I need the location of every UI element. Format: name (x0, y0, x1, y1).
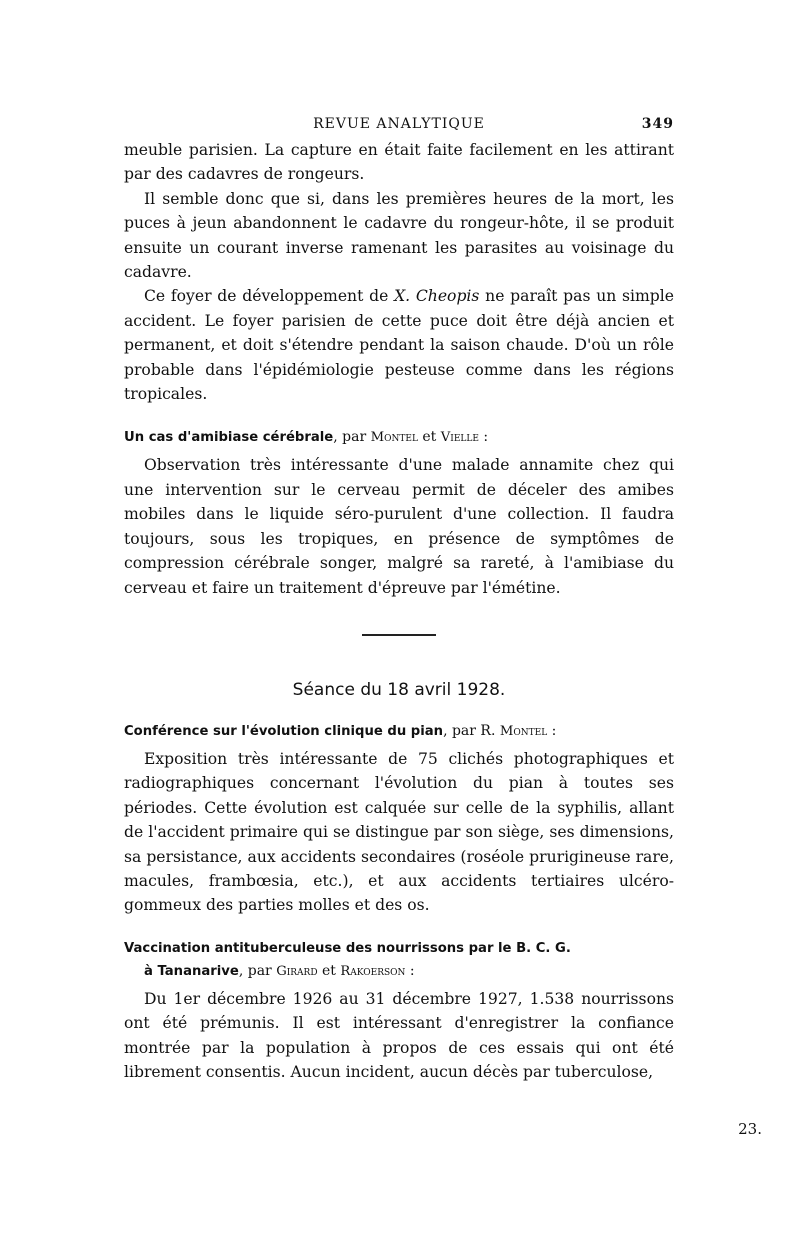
paragraph-continuation: meuble parisien. La capture en était faite facilement en les attirant par des cadavres de rongeurs. (124, 141, 674, 184)
section-heading-bcg (124, 938, 674, 983)
section-and-amibiase: et (417, 429, 441, 446)
paragraph-bcg: Du 1er décembre 1926 au 31 décembre 1927, 1.538 nourrissons ont été prémunis. Il est intéressant d'enregistrer la confiance montrée par la population à propos de ces essais qui ont été librement consentis. Aucun incident, aucun décès par tuberculose, (124, 989, 674, 1081)
paragraph-pian: Exposition très intéressante de 75 clichés photographiques et radiographiques concernant l'évolution du pian à toutes ses périodes. Cette évolution est calquée sur celle de la syphilis, allant de l'accident primaire qui se distingue par son siège, ses dimensions, sa persistance, aux accidents secondaires (roséole prurigineuse rare, macules, frambœsia, etc.), et aux accidents tertiaires ulcéro-gommeux des parties molles et des os. (124, 749, 674, 915)
section-title-bcg-line2: à Tananarive (144, 963, 239, 979)
author-rakoerson: Rakoerson (340, 963, 406, 979)
species-name: X. Cheopis (394, 287, 480, 306)
running-title: REVUE ANALYTIQUE (313, 116, 485, 132)
author-montel: Montel (370, 430, 418, 446)
section-colon-pian: : (547, 722, 557, 739)
author-montel-pian: Montel (499, 723, 548, 739)
paragraph-foyer-text-1: Ce foyer de développement de (144, 287, 395, 306)
section-by-pian: , par R. (443, 722, 500, 739)
section-heading-amibiase (124, 426, 674, 449)
paragraph-fleas: Il semble donc que si, dans les premières heures de la mort, les puces à jeun abandonnent le cadavre du rongeur-hôte, il se produit ensuite un courant inverse ramenant les parasites au voisinage du cadavre. (124, 189, 674, 282)
section-title-bcg-line2-wrap (124, 960, 674, 983)
running-head (124, 112, 674, 138)
section-title-pian: Conférence sur l'évolution clinique du pian (124, 723, 444, 739)
paragraph-foyer (124, 284, 674, 406)
paragraph-foyer-text-2: ne paraît pas un simple accident. Le foyer parisien de cette puce doit être déjà ancien et permanent, et doit s'étendre pendant la saison chaude. D'où un rôle probable dans l'épidémiologie pesteuse comme dans les régions tropicales. (124, 287, 674, 404)
section-by-amibiase: , par (333, 429, 371, 446)
section-title-amibiase: Un cas d'amibiase cérébrale (124, 430, 334, 446)
section-heading-pian (124, 720, 674, 743)
seance-heading: Séance du 18 avril 1928. (292, 679, 506, 700)
section-colon-bcg: : (405, 962, 415, 979)
section-by-bcg: , par (238, 962, 277, 979)
page-number: 349 (641, 116, 674, 132)
author-girard: Girard (276, 963, 318, 979)
author-vielle: Vielle (440, 430, 479, 446)
section-divider (362, 634, 436, 636)
section-title-bcg-line1: Vaccination antituberculeuse des nourrissons par le B. C. G. (124, 940, 571, 956)
paragraph-amibiase: Observation très intéressante d'une malade annamite chez qui une intervention sur le cerveau permit de déceler des amibes mobiles dans le liquide séro-purulent d'une collection. Il faudra toujours, sous les tropiques, en présence de symptômes de compression cérébrale songer, malgré sa rareté, à l'amibiase du cerveau et faire un traitement d'épreuve par l'émétine. (124, 456, 674, 597)
section-colon-amibiase: : (478, 429, 489, 446)
signature-mark: 23. (738, 1120, 762, 1138)
document-page (124, 112, 674, 1084)
section-and-bcg: et (317, 962, 341, 979)
